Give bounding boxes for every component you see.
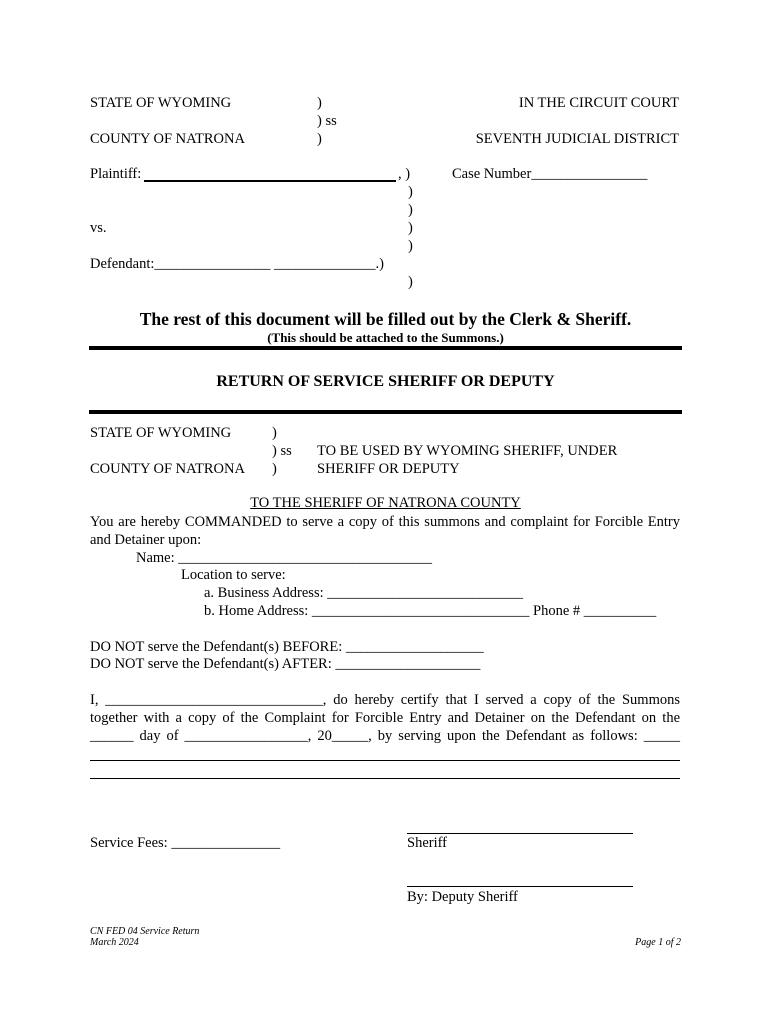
service-details-line[interactable]: [90, 760, 680, 761]
case-number-field[interactable]: Case Number________________: [452, 166, 648, 182]
caption-paren: ): [408, 274, 413, 290]
to-sheriff-heading: TO THE SHERIFF OF NATRONA COUNTY: [250, 495, 521, 511]
command-paragraph: You are hereby COMMANDED to serve a copy of this summons and complaint for Forcible Entry and Detainer upon:: [90, 514, 680, 548]
home-address-field[interactable]: b. Home Address: ______________________________ Phone # __________: [204, 603, 657, 619]
plaintiff-label: Plaintiff:: [90, 166, 142, 182]
page-number: Page 1 of 2: [635, 937, 681, 948]
notice-title: The rest of this document will be filled out by the Clerk & Sheriff.: [139, 309, 632, 329]
location-label: Location to serve:: [181, 567, 286, 583]
county-label: COUNTY OF NATRONA: [90, 131, 245, 147]
district-name: SEVENTH JUDICIAL DISTRICT: [475, 131, 679, 147]
defendant-field[interactable]: Defendant:________________ ______________.): [90, 256, 384, 272]
sheriff-label: Sheriff: [407, 835, 448, 851]
notice-subtitle: (This should be attached to the Summons.): [267, 330, 504, 345]
usage-line: TO BE USED BY WYOMING SHERIFF, UNDER: [317, 443, 618, 459]
certify-line: together with a copy of the Complaint for Forcible Entry and Detainer on the Defendant on the: [90, 710, 680, 726]
state-label: STATE OF WYOMING: [90, 425, 232, 441]
state-label: STATE OF WYOMING: [90, 95, 232, 111]
divider: [89, 346, 682, 350]
return-heading: RETURN OF SERVICE SHERIFF OR DEPUTY: [216, 373, 555, 390]
plaintiff-paren: , ): [398, 166, 411, 182]
service-details-line[interactable]: [90, 778, 680, 779]
divider: [89, 410, 682, 414]
court-name: IN THE CIRCUIT COURT: [518, 95, 679, 111]
deputy-signature-line[interactable]: [407, 886, 633, 887]
form-id: CN FED 04 Service Return: [90, 926, 200, 937]
caption-paren: ): [408, 202, 413, 218]
plaintiff-field[interactable]: [144, 180, 396, 182]
caption-ss: ) ss: [272, 443, 292, 459]
usage-line: SHERIFF OR DEPUTY: [317, 461, 460, 477]
business-address-field[interactable]: a. Business Address: ___________________________: [204, 585, 523, 601]
certify-line[interactable]: ______ day of _________________, 20_____, by serving upon the Defendant as follows: _____: [90, 728, 680, 744]
caption-paren: ): [317, 131, 322, 147]
caption-paren: ): [408, 220, 413, 236]
certify-line[interactable]: I, ______________________________, do hereby certify that I served a copy of the Summons: [90, 692, 680, 708]
not-before-field[interactable]: DO NOT serve the Defendant(s) BEFORE: ___________________: [90, 639, 484, 655]
caption-paren: ): [408, 238, 413, 254]
not-after-field[interactable]: DO NOT serve the Defendant(s) AFTER: ____________________: [90, 656, 481, 672]
name-field[interactable]: Name: ___________________________________: [136, 550, 433, 566]
caption-ss: ) ss: [317, 113, 337, 129]
form-date: March 2024: [90, 937, 139, 948]
caption-paren: ): [272, 425, 277, 441]
caption-paren: ): [317, 95, 322, 111]
service-fees-field[interactable]: Service Fees: _______________: [90, 835, 281, 851]
deputy-label: By: Deputy Sheriff: [407, 889, 518, 905]
caption-paren: ): [272, 461, 277, 477]
caption-paren: ): [408, 184, 413, 200]
versus-label: vs.: [90, 220, 107, 236]
county-label: COUNTY OF NATRONA: [90, 461, 245, 477]
